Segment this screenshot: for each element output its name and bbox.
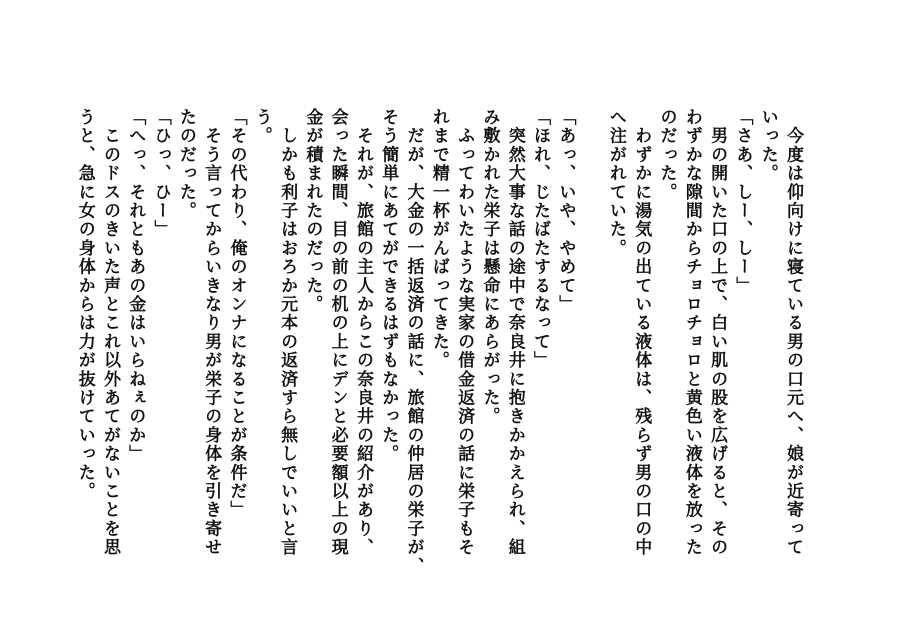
text-line: 「へっ、それともあの金はいらねぇのか」 xyxy=(125,108,146,464)
text-line: 「ひっ、ひー」 xyxy=(150,108,171,239)
text-line: 会った瞬間、目の前の机の上にデンと必要額以上の現 xyxy=(327,108,348,557)
text-line: だが、大金の一括返済の話に、旅館の仲居の栄子が、 xyxy=(403,108,424,576)
text-line: れまで精一杯がんばってきた。 xyxy=(428,108,449,370)
text-line: しかも利子はおろか元本の返済すら無しでいいと言 xyxy=(277,108,298,557)
text-line: いった。 xyxy=(757,108,778,183)
text-line: み敷かれた栄子は懸命にあらがった。 xyxy=(479,108,500,426)
text-line: 「さあ、しー、しー」 xyxy=(732,108,753,295)
text-line: ふってわいたような実家の借金返済の話に栄子もそ xyxy=(454,108,475,557)
vertical-text-body xyxy=(71,108,805,578)
text-line: 今度は仰向けに寝ている男の口元へ、娘が近寄って xyxy=(783,108,803,557)
text-line: 男の開いた口の上で、白い肌の股を広げると、その xyxy=(707,108,728,557)
text-line xyxy=(577,108,602,578)
text-line: このドスのきいた声とこれ以外あてがないことを思 xyxy=(99,108,120,557)
text-line: う。 xyxy=(251,108,272,146)
text-line: 「その代わり、俺のオンナになることが条件だ」 xyxy=(226,108,247,520)
text-line: 金が積まれたのだった。 xyxy=(302,108,323,314)
text-line: のだった。 xyxy=(656,108,677,202)
text-line: それが、旅館の主人からこの奈良井の紹介があり、 xyxy=(352,108,373,557)
text-line: そう言ってからいきなり男が栄子の身体を引き寄せ xyxy=(201,108,222,557)
text-line: わずかに湯気の出ている液体は、残らず男の口の中 xyxy=(631,108,652,557)
text-line: 「あっ、いや、やめて」 xyxy=(555,108,576,314)
text-line: わずかな隙間からチョロチョロと黄色い液体を放った xyxy=(681,108,702,557)
text-line: そう簡単にあてができるはずもなかった。 xyxy=(378,108,399,464)
text-line: 「ほれ、じたばたするなって」 xyxy=(530,108,551,370)
text-line: へ注がれていた。 xyxy=(605,108,626,258)
text-line: 突然大事な話の途中で奈良井に抱きかかえられ、組 xyxy=(504,108,525,557)
text-line: うと、急に女の身体からは力が抜けていった。 xyxy=(74,108,95,501)
text-line: たのだった。 xyxy=(175,108,196,221)
